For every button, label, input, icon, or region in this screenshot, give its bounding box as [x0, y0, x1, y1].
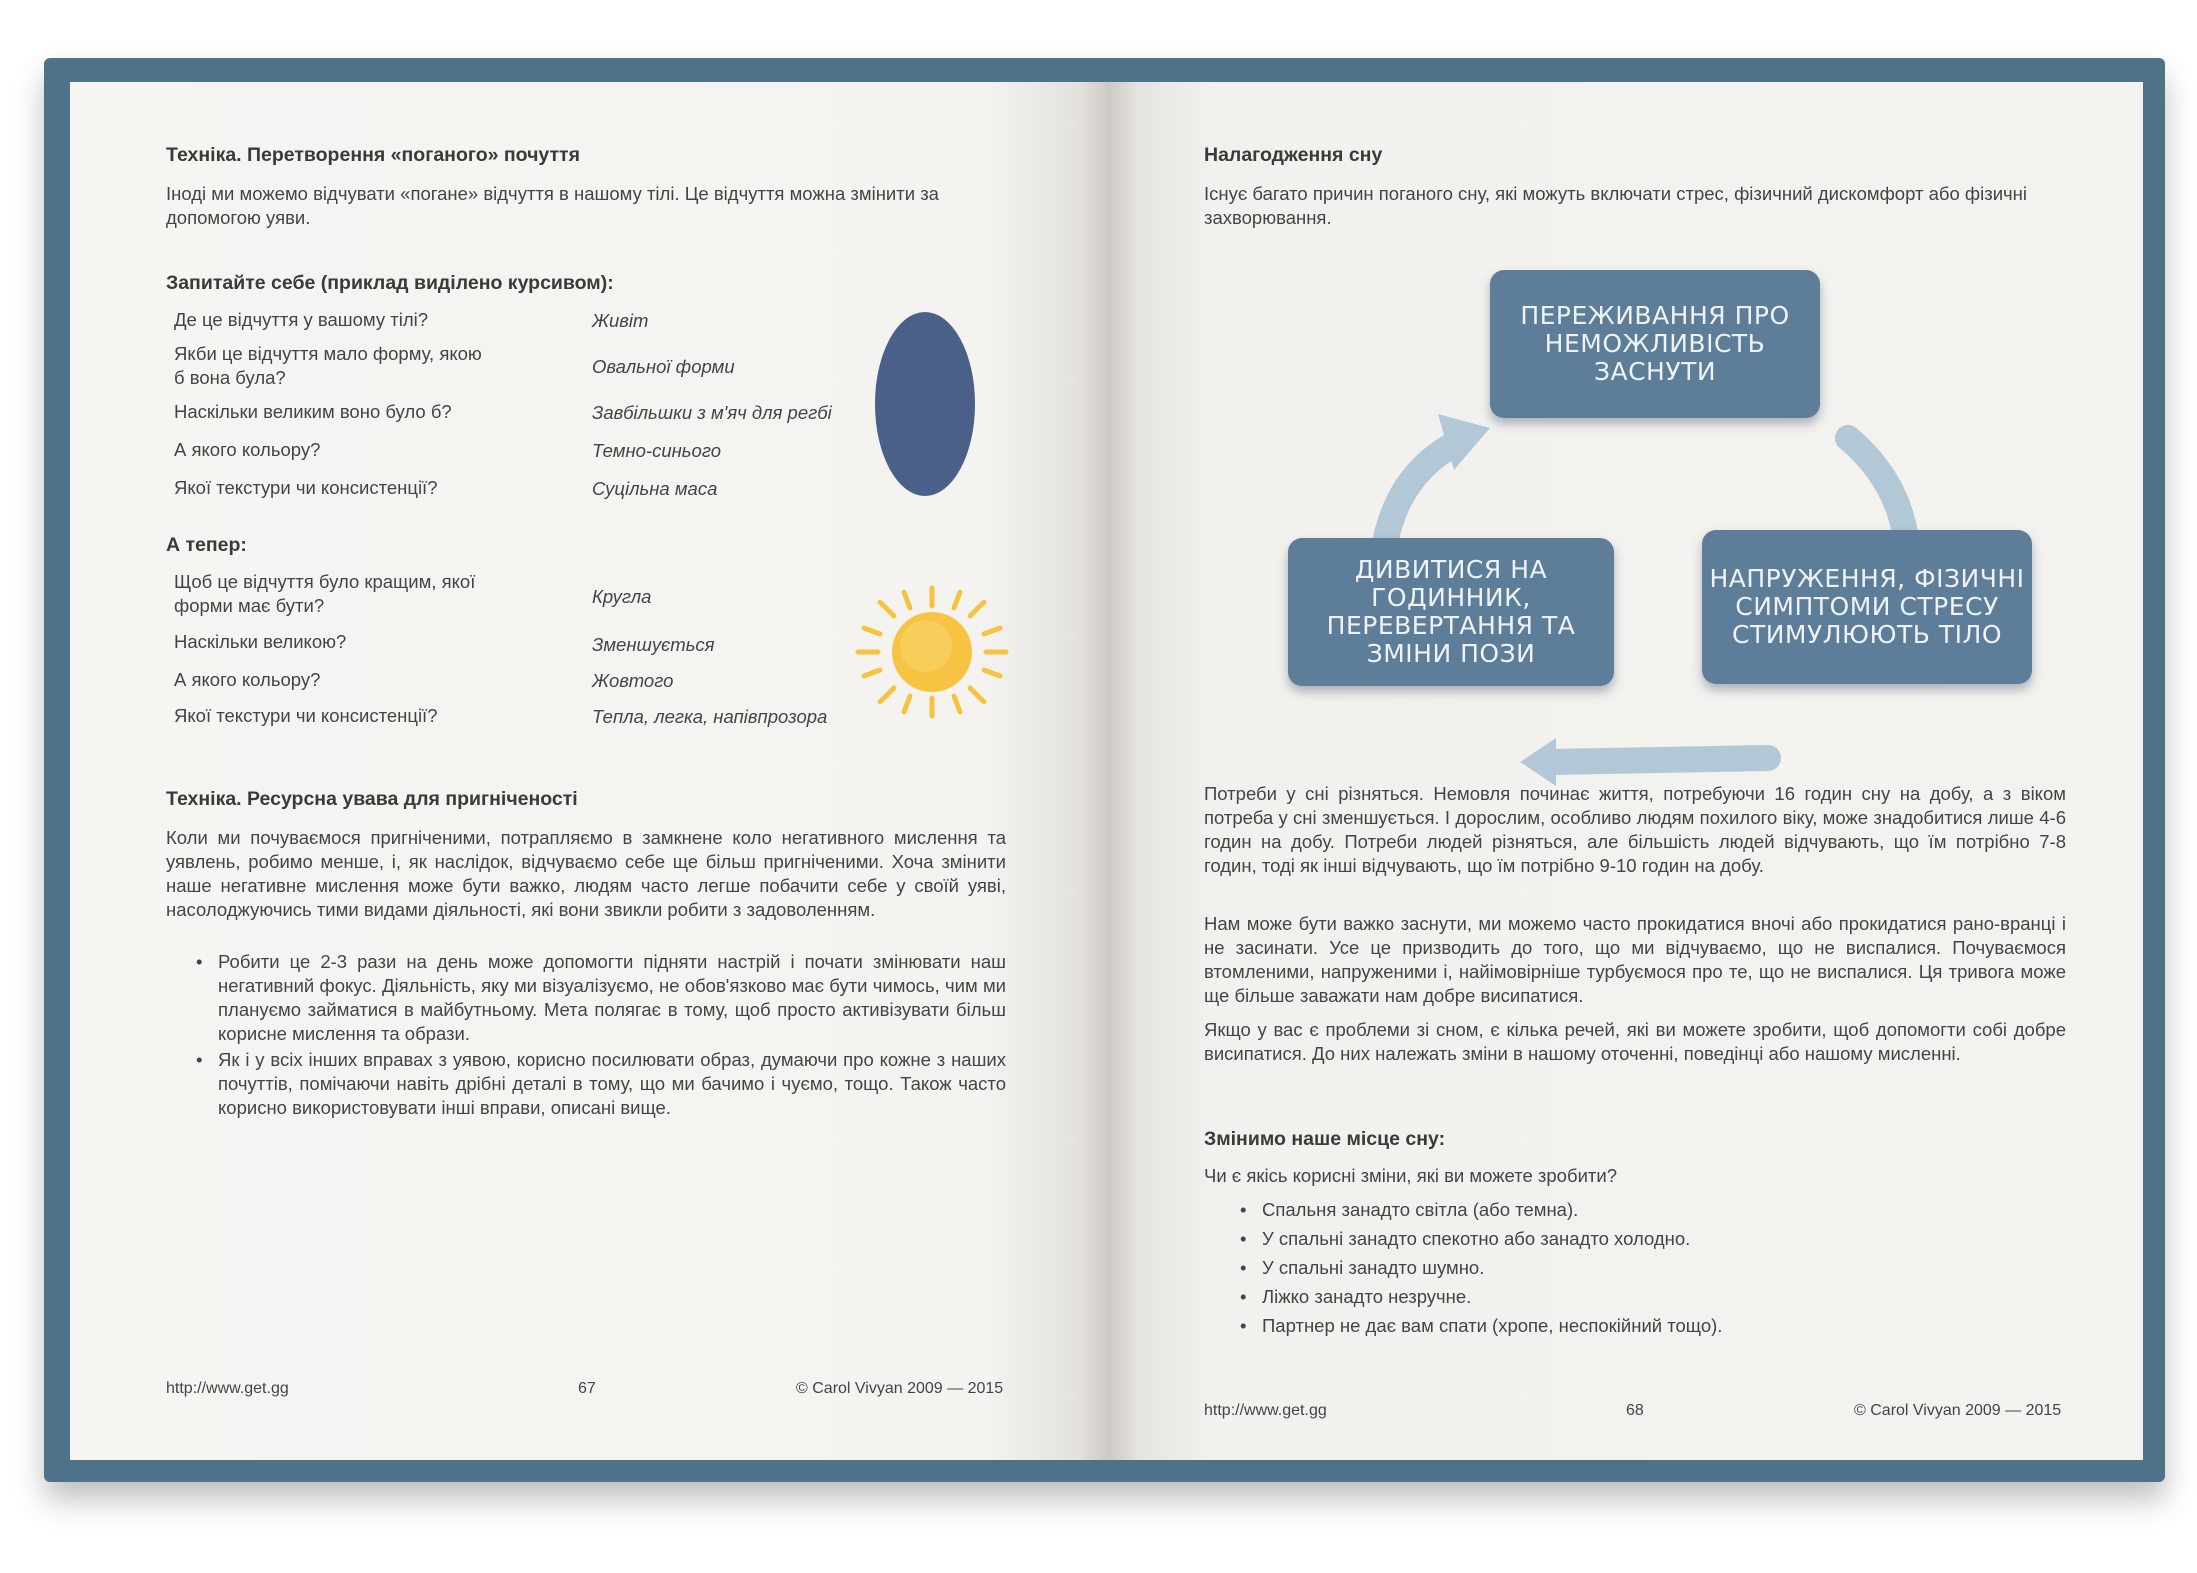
now-question: Якої текстури чи консистенції?: [174, 705, 438, 726]
cycle-box-tension: НАПРУЖЕННЯ, ФІЗИЧНІ СИМПТОМИ СТРЕСУ СТИМУЛЮЮТЬ ТІЛО: [1702, 530, 2032, 684]
technique2-title: Техніка. Ресурсна увава для пригніченості: [166, 788, 578, 810]
list-item: • Робити це 2-3 рази на день може допомогти підняти настрій і почати змінювати наш негативний фокус. Діяльність, яку ми візуалізуємо, не обов'язково має бути чимось, чим ми плануємо займатися в майбутньому. Мета полягає в тому, щоб просто активізувати більш корисне мислення та образи.: [192, 950, 1006, 1046]
now-answer: Кругла: [592, 586, 652, 607]
now-question: А якого кольору?: [174, 669, 321, 690]
footer-url: http://www.get.gg: [166, 1380, 289, 1397]
intro-paragraph: Існує багато причин поганого сну, які можуть включати стрес, фізичний дискомфорт або фізичні захворювання.: [1204, 183, 2028, 228]
sleep-needs-paragraph: Потреби у сні різняться. Немовля починає життя, потребуючи 16 годин сну на добу, а з віком потреба у сні зменшується. І дорослим, особливо людям похилого віку, може знадобитися лише 4-6 годин на добу. Потреби людей різняться, але більшість людей відчувають, що їм потрібно 7-8 годин, тоді як інші відчувають, що їм потрібно 9-10 годин на добу.: [1204, 783, 2066, 876]
now-answer: Тепла, легка, напівпрозора: [592, 706, 828, 727]
ask-question: Наскільки великим воно було б?: [174, 401, 452, 422]
ask-question: Якби це відчуття мало форму, якою б вона була?: [174, 343, 482, 388]
footer-copyright: © Carol Vivyan 2009 — 2015: [796, 1380, 1004, 1397]
left-page: [70, 82, 1108, 1460]
now-question: Наскільки великою?: [174, 631, 347, 652]
ask-answer: Живіт: [592, 310, 649, 331]
now-answer: Зменшується: [592, 634, 715, 655]
technique1-title: Техніка. Перетворення «поганого» почуття: [166, 144, 580, 166]
page-number: 67: [578, 1380, 596, 1397]
list-item: • У спальні занадто спекотно або занадто холодно.: [1236, 1227, 2036, 1251]
technique2-bullet-list: [192, 950, 1006, 1120]
list-item: • У спальні занадто шумно.: [1236, 1256, 2036, 1280]
page-number: 68: [1626, 1402, 1644, 1419]
ask-question: Якої текстури чи консистенції?: [174, 477, 438, 498]
now-answer: Жовтого: [592, 670, 674, 691]
ask-question: Де це відчуття у вашому тілі?: [174, 309, 429, 330]
list-item: • Як і у всіх інших вправах з уявою, корисно посилювати образ, думаючи про кожне з наших почуттів, помічаючи навіть дрібні деталі в тому, що ми бачимо і чуємо, тощо. Також часто корисно використовувати інші вправи, описані вище.: [192, 1048, 1006, 1120]
technique2-paragraph: Коли ми почуваємося пригніченими, потрапляємо в замкнене коло негативного мислення та уявлень, робимо менше, і, як наслідок, відчуваємо себе ще більш пригніченими. Хоча змінити наше негативне мислення може бути важко, людям часто легше побачити себе у своїй уяві, насолоджуючись тими видами діяльності, які вони звикли робити з задоволенням.: [166, 827, 1006, 920]
technique1-intro: Іноді ми можемо відчувати «погане» відчуття в нашому тілі. Це відчуття можна змінити за допомогою уяви.: [166, 183, 939, 228]
ask-answer: Суцільна маса: [592, 478, 718, 499]
list-item: • Ліжко занадто незручне.: [1236, 1285, 2036, 1309]
now-question: Щоб це відчуття було кращим, якої форми має бути?: [174, 571, 476, 616]
ask-answer: Овальної форми: [592, 356, 735, 377]
ask-answer: Темно-синього: [592, 440, 722, 461]
list-item: • Партнер не дає вам спати (хропе, неспокійний тощо).: [1236, 1314, 2036, 1338]
right-page: [1108, 82, 2143, 1460]
footer-copyright: © Carol Vivyan 2009 — 2015: [1854, 1402, 2062, 1419]
dark-blue-oval-illustration: [870, 308, 980, 500]
sleep-trouble-paragraph: Нам може бути важко заснути, ми можемо часто прокидатися вночі або прокидатися рано-вранці і не засинати. Усе це призводить до того, що ми відчуваємо, що не виспалися. Почуваємося втомленими, напруженими і, найімовірніше турбуємося про те, що не виспалися. Ця тривога може ще більше заважати нам добре висипатися.: [1204, 913, 2066, 1006]
cycle-box-watching-clock: ДИВИТИСЯ НА ГОДИННИК, ПЕРЕВЕРТАННЯ ТА ЗМІНИ ПОЗИ: [1288, 538, 1614, 686]
cycle-box-worry: ПЕРЕЖИВАННЯ ПРО НЕМОЖЛИВІСТЬ ЗАСНУТИ: [1490, 270, 1820, 418]
now-title: А тепер:: [166, 534, 247, 556]
ask-title: Запитайте себе (приклад виділено курсивом):: [166, 272, 614, 294]
page-title: Налагодження сну: [1204, 144, 1383, 166]
change-title: Змінимо наше місце сну:: [1204, 1128, 1446, 1150]
footer-url: http://www.get.gg: [1204, 1402, 1327, 1419]
ask-question: А якого кольору?: [174, 439, 321, 460]
change-bullet-list: [1236, 1198, 2036, 1338]
list-item: • Спальня занадто світла (або темна).: [1236, 1198, 2036, 1222]
change-question: Чи є якісь корисні зміни, які ви можете зробити?: [1204, 1165, 1617, 1186]
sleep-help-paragraph: Якщо у вас є проблеми зі сном, є кілька речей, які ви можете зробити, щоб допомогти собі добре висипатися. До них належать зміни в нашому оточенні, поведінці або нашому мисленні.: [1204, 1019, 2066, 1064]
sun-illustration: [852, 582, 1012, 722]
ask-answer: Завбільшки з м'яч для регбі: [592, 402, 832, 423]
